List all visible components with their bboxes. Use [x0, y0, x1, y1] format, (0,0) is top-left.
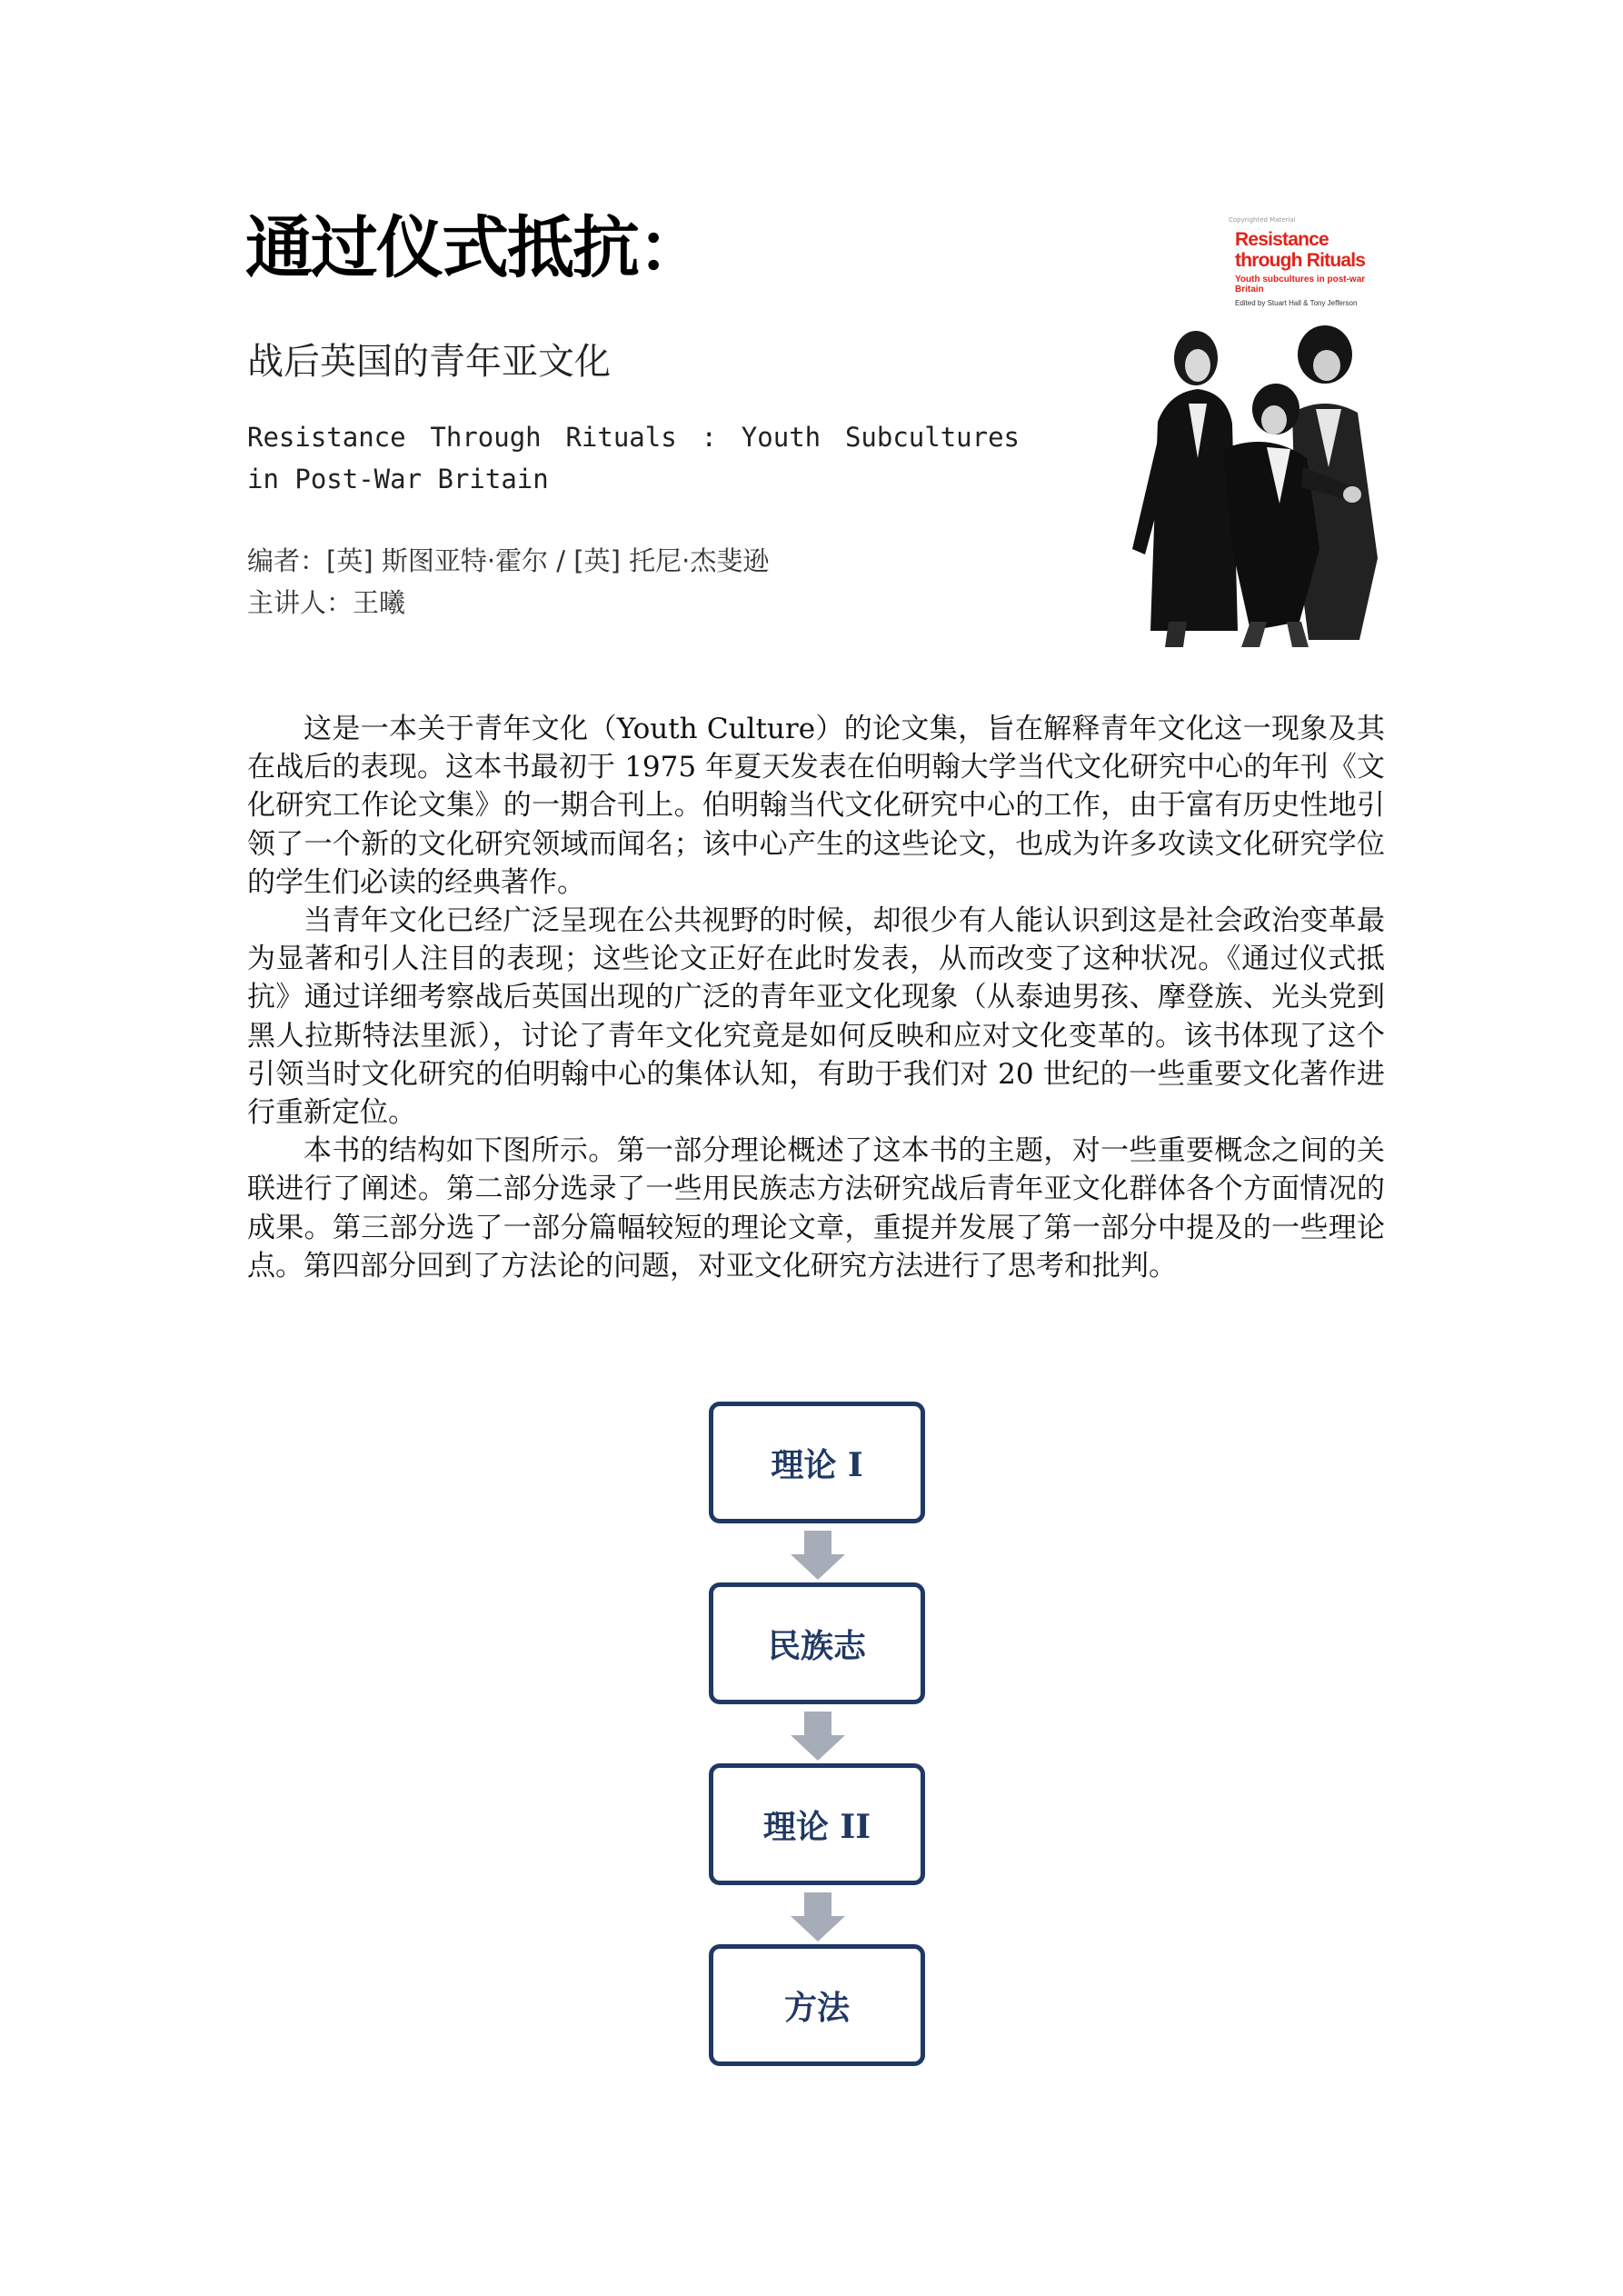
english-title: Resistance Through Rituals : Youth Subcultures in Post-War Britain	[247, 422, 1020, 494]
cover-title: Resistance through Rituals	[1235, 229, 1366, 271]
down-arrow-icon	[791, 1892, 845, 1942]
cover-editors: Edited by Stuart Hall & Tony Jefferson	[1235, 299, 1358, 307]
book-cover-image	[1114, 213, 1387, 649]
paragraph: 本书的结构如下图所示。第一部分理论概述了这本书的主题，对一些重要概念之间的关联进行了阐述。第二部分选录了一些用民族志方法研究战后青年亚文化群体各个方面情况的成果。第三部分选了一部分篇幅较短的理论文章，重提并发展了第一部分中提及的一些理论点。第四部分回到了方法论的问题，对亚文化研究方法进行了思考和批判。	[247, 1134, 1385, 1283]
paragraph: 当青年文化已经广泛呈现在公共视野的时候，却很少有人能认识到这是社会政治变革最为显著和引人注目的表现；这些论文正好在此时发表，从而改变了这种状况。《通过仪式抵抗》通过详细考察战后英国出现的广泛的青年亚文化现象（从泰迪男孩、摩登族、光头党到黑人拉斯特法里派），讨论了青年文化究竟是如何反映和应对文化变革的。该书体现了这个引领当时文化研究的伯明翰中心的集体认知，有助于我们对 20 世纪的一些重要文化著作进行重新定位。	[247, 904, 1385, 1130]
cover-copyright-note: Copyrighted Material	[1229, 216, 1296, 224]
editors-line: 编者：[英] 斯图亚特·霍尔 / [英] 托尼·杰斐逊	[247, 545, 770, 576]
body-text	[247, 710, 1385, 1285]
cover-subtitle: Youth subcultures in post-war Britain	[1235, 275, 1366, 294]
book-meta	[247, 540, 769, 624]
presenter-line: 主讲人：王曦	[247, 587, 406, 618]
chinese-subtitle: 战后英国的青年亚文化	[247, 341, 611, 383]
flow-step-ethnography: 民族志	[709, 1582, 925, 1704]
flow-step-theory-1: 理论 I	[709, 1402, 925, 1523]
down-arrow-icon	[791, 1712, 845, 1761]
paragraph: 这是一本关于青年文化（Youth Culture）的论文集，旨在解释青年文化这一现象及其在战后的表现。这本书最初于 1975 年夏天发表在伯明翰大学当代文化研究中心的年刊《文化研究工作论文集》的一期合刊上。伯明翰当代文化研究中心的工作，由于富有历史性地引领了一个新的文化研究领域而闻名；该中心产生的这些论文，也成为许多攻读文化研究学位的学生们必读的经典著作。	[247, 713, 1385, 899]
flow-step-theory-2: 理论 II	[709, 1763, 925, 1885]
page-title: 通过仪式抵抗：	[245, 209, 703, 287]
flow-step-method: 方法	[709, 1944, 925, 2066]
down-arrow-icon	[791, 1531, 845, 1580]
cover-photo	[1114, 322, 1387, 649]
